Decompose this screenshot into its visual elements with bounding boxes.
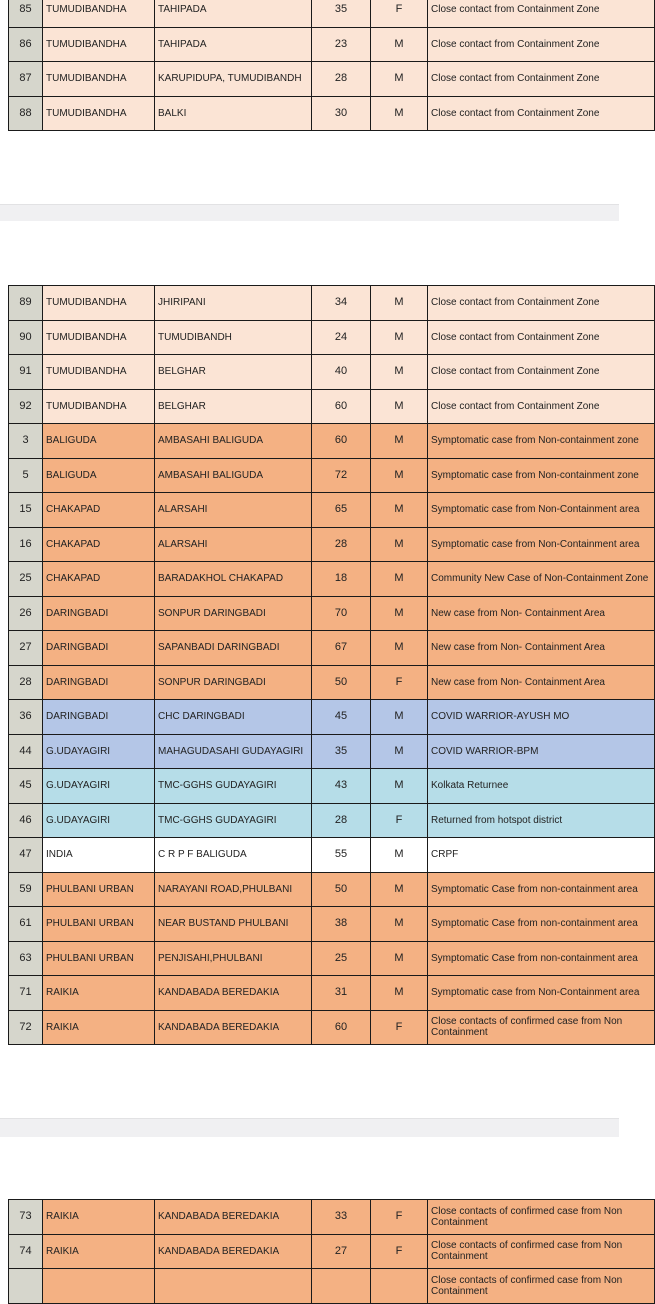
page-gap-1	[0, 204, 619, 222]
village-cell: C R P F BALIGUDA	[155, 838, 312, 873]
page-gap-2	[0, 1118, 619, 1138]
village-cell: BELGHAR	[155, 355, 312, 390]
table-row	[9, 424, 655, 459]
serial-number-cell: 88	[9, 96, 43, 131]
serial-number-cell: 90	[9, 320, 43, 355]
village-cell: TUMUDIBANDH	[155, 320, 312, 355]
table-row	[9, 1269, 655, 1304]
block-cell: CHAKAPAD	[43, 562, 155, 597]
serial-number-cell: 74	[9, 1234, 43, 1269]
remark-cell: Symptomatic Case from non-containment area	[428, 872, 655, 907]
table-row	[9, 562, 655, 597]
age-cell: 72	[312, 458, 371, 493]
remark-cell: COVID WARRIOR-BPM	[428, 734, 655, 769]
block-cell: G.UDAYAGIRI	[43, 769, 155, 804]
sex-cell: M	[371, 907, 428, 942]
remark-cell: New case from Non- Containment Area	[428, 631, 655, 666]
village-cell: TMC-GGHS GUDAYAGIRI	[155, 769, 312, 804]
remark-cell: Close contact from Containment Zone	[428, 286, 655, 321]
sex-cell: M	[371, 355, 428, 390]
table-row	[9, 286, 655, 321]
page-3	[0, 1137, 623, 1297]
village-cell: BARADAKHOL CHAKAPAD	[155, 562, 312, 597]
sex-cell: F	[371, 665, 428, 700]
village-cell: PENJISAHI,PHULBANI	[155, 941, 312, 976]
sex-cell: F	[371, 1200, 428, 1235]
village-cell: BALKI	[155, 96, 312, 131]
age-cell: 60	[312, 1010, 371, 1045]
remark-cell: New case from Non- Containment Area	[428, 665, 655, 700]
age-cell: 38	[312, 907, 371, 942]
block-cell: RAIKIA	[43, 1010, 155, 1045]
village-cell: KARUPIDUPA, TUMUDIBANDH	[155, 62, 312, 97]
age-cell: 24	[312, 320, 371, 355]
block-cell: RAIKIA	[43, 1234, 155, 1269]
remark-cell: Close contacts of confirmed case from Non Containment	[428, 1234, 655, 1269]
table-row	[9, 872, 655, 907]
serial-number-cell: 3	[9, 424, 43, 459]
block-cell: PHULBANI URBAN	[43, 907, 155, 942]
block-cell: DARINGBADI	[43, 700, 155, 735]
sex-cell: M	[371, 562, 428, 597]
age-cell: 43	[312, 769, 371, 804]
table-row	[9, 769, 655, 804]
serial-number-cell: 85	[9, 0, 43, 27]
age-cell: 40	[312, 355, 371, 390]
sex-cell: M	[371, 286, 428, 321]
serial-number-cell: 72	[9, 1010, 43, 1045]
case-table-3	[8, 1199, 655, 1304]
sex-cell: F	[371, 803, 428, 838]
table-row	[9, 527, 655, 562]
serial-number-cell: 73	[9, 1200, 43, 1235]
remark-cell: Close contact from Containment Zone	[428, 96, 655, 131]
block-cell: PHULBANI URBAN	[43, 872, 155, 907]
age-cell: 35	[312, 734, 371, 769]
table-row	[9, 700, 655, 735]
village-cell: NEAR BUSTAND PHULBANI	[155, 907, 312, 942]
remark-cell: Community New Case of Non-Containment Zone	[428, 562, 655, 597]
block-cell: TUMUDIBANDHA	[43, 320, 155, 355]
serial-number-cell: 36	[9, 700, 43, 735]
table-row	[9, 1234, 655, 1269]
age-cell: 45	[312, 700, 371, 735]
block-cell: BALIGUDA	[43, 458, 155, 493]
serial-number-cell: 46	[9, 803, 43, 838]
serial-number-cell: 28	[9, 665, 43, 700]
sex-cell: M	[371, 320, 428, 355]
serial-number-cell: 59	[9, 872, 43, 907]
block-cell: TUMUDIBANDHA	[43, 389, 155, 424]
table-row	[9, 96, 655, 131]
remark-cell: Close contact from Containment Zone	[428, 27, 655, 62]
remark-cell: Close contact from Containment Zone	[428, 320, 655, 355]
village-cell: ALARSAHI	[155, 493, 312, 528]
age-cell: 28	[312, 803, 371, 838]
block-cell	[43, 1269, 155, 1304]
age-cell: 28	[312, 527, 371, 562]
village-cell: NARAYANI ROAD,PHULBANI	[155, 872, 312, 907]
village-cell: TAHIPADA	[155, 0, 312, 27]
village-cell: KANDABADA BEREDAKIA	[155, 1200, 312, 1235]
serial-number-cell: 16	[9, 527, 43, 562]
remark-cell: Symptomatic case from Non-containment zone	[428, 458, 655, 493]
sex-cell: M	[371, 27, 428, 62]
table-row	[9, 62, 655, 97]
table-row	[9, 734, 655, 769]
village-cell: SONPUR DARINGBADI	[155, 596, 312, 631]
remark-cell: Close contact from Containment Zone	[428, 355, 655, 390]
sex-cell	[371, 1269, 428, 1304]
village-cell: TMC-GGHS GUDAYAGIRI	[155, 803, 312, 838]
village-cell: CHC DARINGBADI	[155, 700, 312, 735]
table-row	[9, 320, 655, 355]
sex-cell: M	[371, 62, 428, 97]
serial-number-cell: 87	[9, 62, 43, 97]
remark-cell: Close contacts of confirmed case from Non Containment	[428, 1269, 655, 1304]
village-cell: AMBASAHI BALIGUDA	[155, 458, 312, 493]
remark-cell: CRPF	[428, 838, 655, 873]
case-table-2	[8, 285, 655, 1045]
table-row	[9, 941, 655, 976]
table-row	[9, 803, 655, 838]
block-cell: DARINGBADI	[43, 665, 155, 700]
sex-cell: M	[371, 838, 428, 873]
sex-cell: M	[371, 631, 428, 666]
age-cell: 18	[312, 562, 371, 597]
serial-number-cell: 27	[9, 631, 43, 666]
page-1	[0, 0, 619, 204]
sex-cell: F	[371, 1234, 428, 1269]
remark-cell: Close contact from Containment Zone	[428, 0, 655, 27]
block-cell: DARINGBADI	[43, 631, 155, 666]
village-cell: MAHAGUDASAHI GUDAYAGIRI	[155, 734, 312, 769]
sex-cell: M	[371, 596, 428, 631]
table-row	[9, 27, 655, 62]
table-row	[9, 665, 655, 700]
remark-cell: New case from Non- Containment Area	[428, 596, 655, 631]
age-cell: 28	[312, 62, 371, 97]
serial-number-cell: 61	[9, 907, 43, 942]
serial-number-cell: 26	[9, 596, 43, 631]
block-cell: INDIA	[43, 838, 155, 873]
age-cell: 60	[312, 424, 371, 459]
sex-cell: M	[371, 493, 428, 528]
age-cell: 34	[312, 286, 371, 321]
village-cell: ALARSAHI	[155, 527, 312, 562]
sex-cell: M	[371, 389, 428, 424]
village-cell: SONPUR DARINGBADI	[155, 665, 312, 700]
block-cell: RAIKIA	[43, 976, 155, 1011]
serial-number-cell: 86	[9, 27, 43, 62]
block-cell: RAIKIA	[43, 1200, 155, 1235]
table-row	[9, 0, 655, 27]
table-row	[9, 976, 655, 1011]
block-cell: TUMUDIBANDHA	[43, 62, 155, 97]
block-cell: BALIGUDA	[43, 424, 155, 459]
case-table-1	[8, 0, 655, 131]
village-cell: AMBASAHI BALIGUDA	[155, 424, 312, 459]
serial-number-cell: 63	[9, 941, 43, 976]
remark-cell: Returned from hotspot district	[428, 803, 655, 838]
sex-cell: F	[371, 0, 428, 27]
serial-number-cell: 92	[9, 389, 43, 424]
serial-number-cell: 44	[9, 734, 43, 769]
table-row	[9, 355, 655, 390]
age-cell: 30	[312, 96, 371, 131]
serial-number-cell: 5	[9, 458, 43, 493]
remark-cell: Symptomatic case from Non-Containment area	[428, 493, 655, 528]
sex-cell: M	[371, 734, 428, 769]
serial-number-cell: 47	[9, 838, 43, 873]
age-cell: 65	[312, 493, 371, 528]
remark-cell: Close contact from Containment Zone	[428, 62, 655, 97]
remark-cell: Close contact from Containment Zone	[428, 389, 655, 424]
sex-cell: M	[371, 769, 428, 804]
age-cell: 50	[312, 872, 371, 907]
table-row	[9, 1010, 655, 1045]
age-cell	[312, 1269, 371, 1304]
serial-number-cell: 45	[9, 769, 43, 804]
sex-cell: M	[371, 941, 428, 976]
age-cell: 60	[312, 389, 371, 424]
village-cell: JHIRIPANI	[155, 286, 312, 321]
age-cell: 35	[312, 0, 371, 27]
village-cell: TAHIPADA	[155, 27, 312, 62]
remark-cell: Kolkata Returnee	[428, 769, 655, 804]
table-row	[9, 838, 655, 873]
remark-cell: Symptomatic case from Non-containment zone	[428, 424, 655, 459]
block-cell: TUMUDIBANDHA	[43, 27, 155, 62]
sex-cell: M	[371, 700, 428, 735]
sex-cell: M	[371, 96, 428, 131]
age-cell: 33	[312, 1200, 371, 1235]
serial-number-cell: 91	[9, 355, 43, 390]
serial-number-cell: 89	[9, 286, 43, 321]
table-row	[9, 1200, 655, 1235]
block-cell: TUMUDIBANDHA	[43, 286, 155, 321]
remark-cell: Close contacts of confirmed case from Non Containment	[428, 1010, 655, 1045]
table-row	[9, 493, 655, 528]
remark-cell: Close contacts of confirmed case from Non Containment	[428, 1200, 655, 1235]
block-cell: G.UDAYAGIRI	[43, 734, 155, 769]
sex-cell: M	[371, 458, 428, 493]
block-cell: TUMUDIBANDHA	[43, 355, 155, 390]
block-cell: CHAKAPAD	[43, 527, 155, 562]
table-row	[9, 907, 655, 942]
village-cell	[155, 1269, 312, 1304]
age-cell: 23	[312, 27, 371, 62]
village-cell: BELGHAR	[155, 389, 312, 424]
village-cell: SAPANBADI DARINGBADI	[155, 631, 312, 666]
table-row	[9, 389, 655, 424]
table-row	[9, 596, 655, 631]
age-cell: 70	[312, 596, 371, 631]
remark-cell: Symptomatic Case from non-containment area	[428, 941, 655, 976]
remark-cell: Symptomatic case from Non-Containment area	[428, 976, 655, 1011]
serial-number-cell: 15	[9, 493, 43, 528]
block-cell: TUMUDIBANDHA	[43, 0, 155, 27]
serial-number-cell: 25	[9, 562, 43, 597]
village-cell: KANDABADA BEREDAKIA	[155, 1010, 312, 1045]
village-cell: KANDABADA BEREDAKIA	[155, 976, 312, 1011]
table-row	[9, 458, 655, 493]
block-cell: DARINGBADI	[43, 596, 155, 631]
block-cell: CHAKAPAD	[43, 493, 155, 528]
age-cell: 27	[312, 1234, 371, 1269]
sex-cell: M	[371, 424, 428, 459]
village-cell: KANDABADA BEREDAKIA	[155, 1234, 312, 1269]
age-cell: 31	[312, 976, 371, 1011]
sex-cell: M	[371, 976, 428, 1011]
block-cell: TUMUDIBANDHA	[43, 96, 155, 131]
sex-cell: F	[371, 1010, 428, 1045]
remark-cell: COVID WARRIOR-AYUSH MO	[428, 700, 655, 735]
age-cell: 25	[312, 941, 371, 976]
block-cell: PHULBANI URBAN	[43, 941, 155, 976]
serial-number-cell	[9, 1269, 43, 1304]
page-2	[0, 221, 649, 1118]
remark-cell: Symptomatic case from Non-Containment area	[428, 527, 655, 562]
age-cell: 67	[312, 631, 371, 666]
age-cell: 55	[312, 838, 371, 873]
sex-cell: M	[371, 527, 428, 562]
table-row	[9, 631, 655, 666]
sex-cell: M	[371, 872, 428, 907]
block-cell: G.UDAYAGIRI	[43, 803, 155, 838]
serial-number-cell: 71	[9, 976, 43, 1011]
age-cell: 50	[312, 665, 371, 700]
remark-cell: Symptomatic Case from non-containment area	[428, 907, 655, 942]
